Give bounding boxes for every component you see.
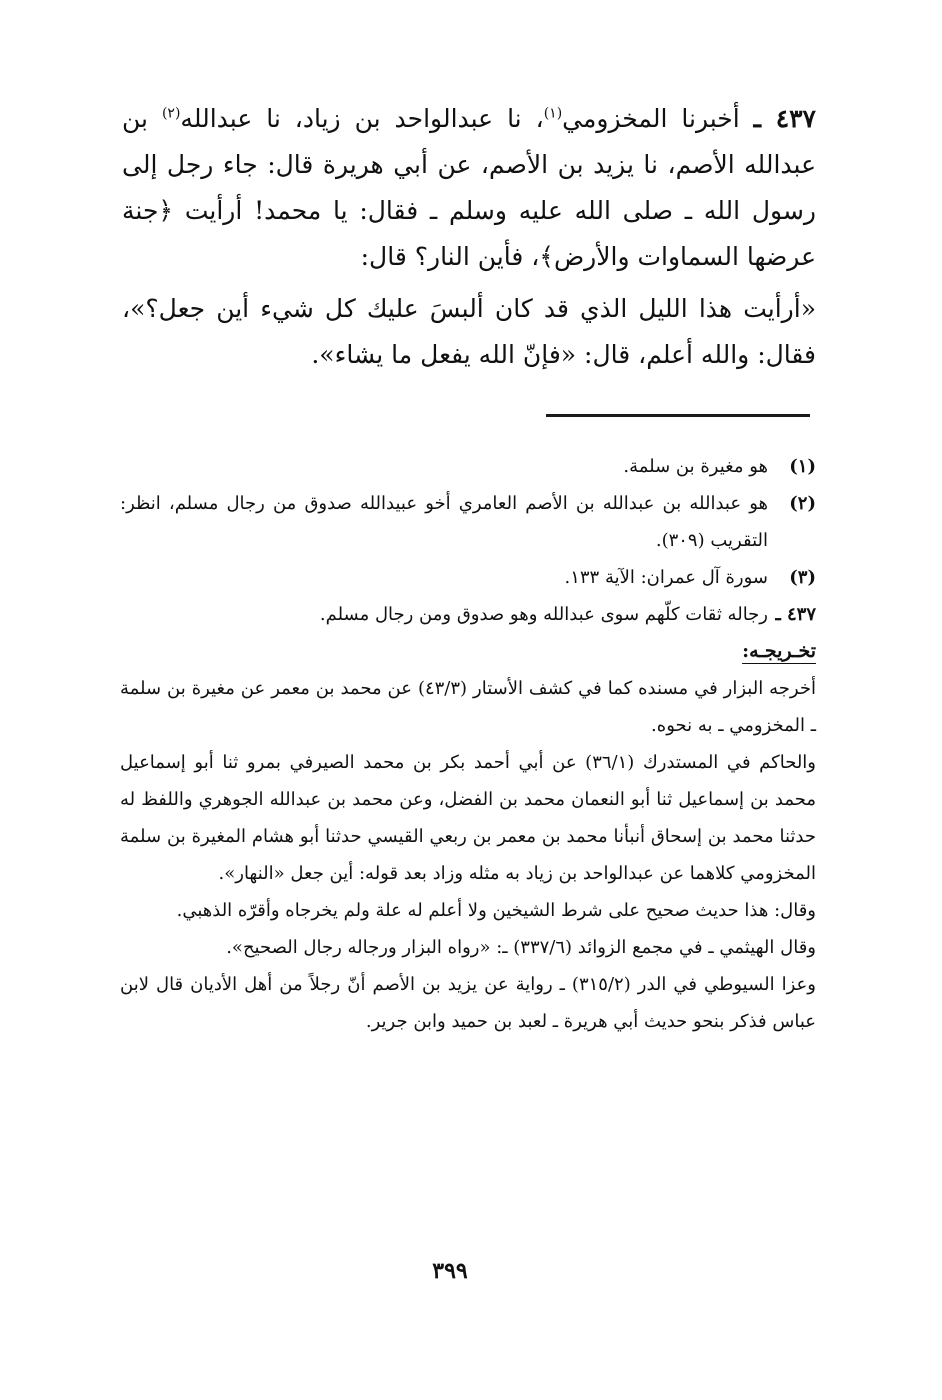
- hadith-paragraph-2: «أرأيت هذا الليل الذي قد كان ألبسَ عليك كل شيء أين جعل؟»، فقال: والله أعلم، قال: «فإنّ الله يفعل ما يشاء».: [122, 294, 816, 369]
- footnote-number: (٣): [789, 567, 816, 588]
- footnote-text: رجاله ثقات كلّهم سوى عبدالله وهو صدوق ومن رجال مسلم.: [319, 604, 768, 625]
- hadith-text-part-c: بن عبدالله الأصم، نا يزيد بن الأصم، عن أبي هريرة قال: جاء رجل إلى رسول الله ـ صلى الله عليه وسلم ـ فقال: يا محمد! أرأيت ﴿جنة عرضها السماوات والأرض﴾، فأين النار؟ قال:: [122, 104, 816, 271]
- footnote-number: (١): [789, 456, 816, 477]
- page-number: ٣٩٩: [432, 1258, 468, 1284]
- footnote-divider: [546, 414, 810, 417]
- footnote-item: [120, 559, 816, 596]
- takhrij-paragraph: وقال: هذا حديث صحيح على شرط الشيخين ولا أعلم له علة ولم يخرجاه وأقرّه الذهبي.: [176, 900, 816, 921]
- footnote-number: (٢): [789, 493, 816, 514]
- footnote-text: هو عبدالله بن عبدالله بن الأصم العامري أخو عبيدالله صدوق من رجال مسلم، انظر: التقريب (٣٠٩).: [120, 493, 768, 551]
- hadith-paragraph-1: [122, 96, 816, 280]
- hadith-text-block: [122, 96, 816, 384]
- footnote-item: [120, 596, 816, 633]
- footnote-item: [120, 485, 816, 559]
- takhrij-paragraph: أخرجه البزار في مسنده كما في كشف الأستار (٤٣/٣) عن محمد بن معمر عن مغيرة بن سلمة ـ المخزومي ـ به نحوه.: [120, 678, 816, 736]
- hadith-number: ٤٣٧ ـ: [753, 104, 816, 133]
- hadith-text-part-b: ، نا عبدالواحد بن زياد، نا عبدالله: [180, 104, 544, 133]
- footnote-text: سورة آل عمران: الآية ١٣٣.: [564, 567, 768, 588]
- takhrij-heading: تخـريجـه:: [742, 640, 816, 662]
- footnote-item: [120, 448, 816, 485]
- hadith-text-part-a: أخبرنا المخزومي: [562, 104, 740, 133]
- footnote-ref-1: (١): [543, 105, 563, 122]
- footnote-number: ٤٣٧ ـ: [775, 604, 816, 625]
- takhrij-paragraph: وعزا السيوطي في الدر (٣١٥/٢) ـ رواية عن يزيد بن الأصم أنّ رجلاً من أهل الأديان قال لابن عباس فذكر بنحو حديث أبي هريرة ـ لعبد بن حميد وابن جرير.: [120, 974, 816, 1032]
- footnote-text: هو مغيرة بن سلمة.: [623, 456, 768, 477]
- takhrij-paragraph: وقال الهيثمي ـ في مجمع الزوائد (٣٣٧/٦) ـ: «رواه البزار ورجاله رجال الصحيح».: [226, 937, 816, 958]
- takhrij-paragraph: والحاكم في المستدرك (٣٦/١) عن أبي أحمد بكر بن محمد الصيرفي بمرو ثنا أبو إسماعيل محمد بن إسماعيل ثنا أبو النعمان محمد بن الفضل، وعن محمد بن عبدالله الجوهري واللفظ له حدثنا محمد بن إسحاق أنبأنا محمد بن معمر بن ربعي القيسي حدثنا أبو هشام المغيرة بن سلمة المخزومي كلاهما عن عبدالواحد بن زياد به مثله وزاد بعد قوله: أين جعل «النهار».: [120, 752, 817, 884]
- footnotes-section: [120, 448, 816, 1040]
- footnote-ref-2: (٢): [161, 105, 181, 122]
